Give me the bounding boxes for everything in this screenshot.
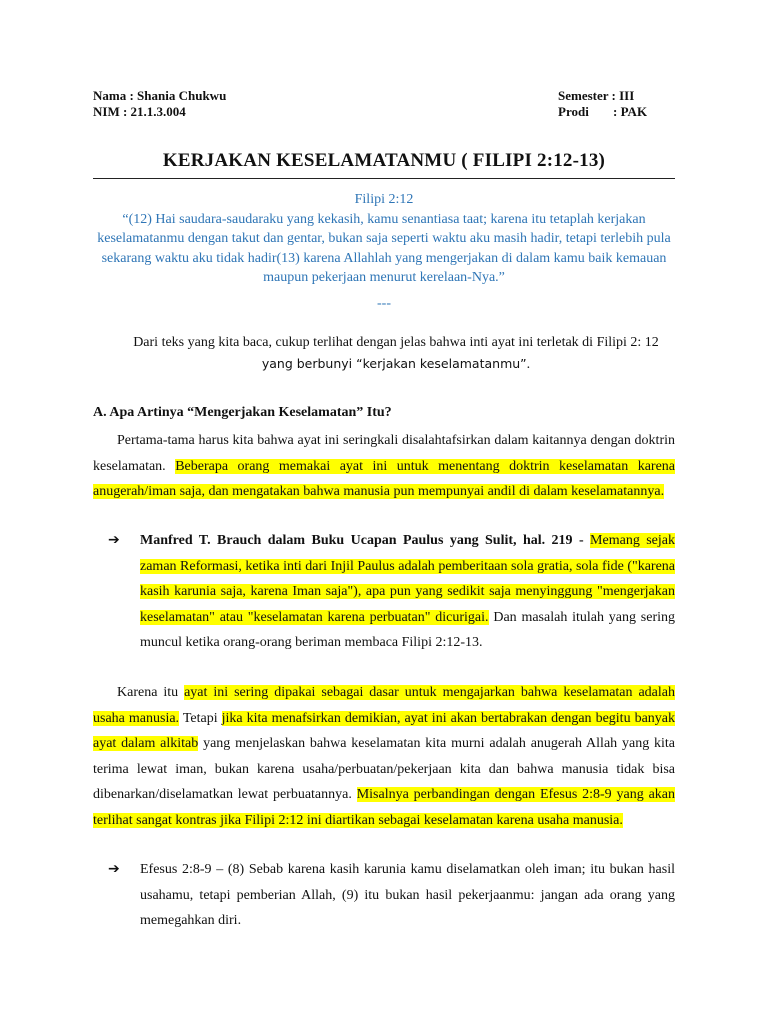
p2-highlight-2: jika kita menafsirkan demikian, ayat ini akan bertabrakan dengan begitu banyak ayat dalam alkitab [93, 710, 676, 751]
verse-reference: Filipi 2:12 [354, 192, 414, 207]
p2-text-a: Karena itu [117, 685, 185, 700]
student-nim: NIM : 21.1.3.004 [93, 104, 186, 119]
intro-quote: yang berbunyi “kerjakan keselamatanmu” [261, 356, 527, 371]
b2-text: Efesus 2:8-9 – (8) Sebab karena kasih karunia kamu diselamatkan oleh iman; itu bukan hasil usahamu, tetapi pemberian Allah, (9) itu bukan hasil pekerjaanmu: jangan ada orang yang memegahkan diri. [140, 862, 675, 928]
arrow-right-icon: ➔ [108, 861, 120, 877]
student-name: Nama : Shania Chukwu [93, 88, 227, 103]
intro-text: Dari teks yang kita baca, cukup terlihat dengan jelas bahwa inti ayat ini terletak di Filipi 2: 12 [133, 335, 659, 350]
verse-separator: --- [377, 296, 391, 311]
p2-highlight-3: Misalnya perbandingan dengan Efesus 2:8-9 yang akan terlihat sangat kontras jika Filipi 2:12 ini diartikan sebagai keselamatan karena usaha manusia. [93, 787, 675, 828]
p2-text-c: yang menjelaskan bahwa keselamatan kita murni adalah anugerah Allah yang kita terima lewat iman, bukan karena usaha/perbuatan/pekerjaan kita dan bahwa manusia tidak bisa dibenarkan/diselamatkan lewat perbuatannya. [93, 736, 676, 802]
intro-paragraph [122, 331, 670, 375]
b1-highlight: Memang sejak zaman Reformasi, ketika inti dari Injil Paulus adalah pemberitaan sola gratia, sola fide ("karena kasih karunia saja, karena Iman saja"), apa pun yang sedikit saja menyinggung "mengerjakan keselamatan" atau "keselamatan karena perbuatan" dicurigai. [140, 533, 675, 625]
verse-text: “(12) Hai saudara-saudaraku yang kekasih, kamu senantiasa taat; karena itu tetaplah kerjakan keselamatanmu dengan takut dan gentar, bukan saja seperti waktu aku masih hadir, tetapi terlebih pula sekarang waktu aku tidak hadir(13) karena Allahlah yang mengerjakan di dalam kamu baik kemauan maupun pekerjaan menurut kerelaan-Nya.” [97, 211, 671, 285]
student-info [93, 88, 226, 120]
p2-highlight-1: ayat ini sering dipakai sebagai dasar untuk mengajarkan bahwa keselamatan adalah usaha manusia. [93, 685, 675, 726]
prodi-row [558, 104, 647, 120]
bullet-brauch [108, 528, 675, 656]
prodi-key: Prodi [558, 104, 589, 119]
semester-value: III [619, 88, 635, 103]
document-title: KERJAKAN KESELAMATANMU ( FILIPI 2:12-13) [162, 150, 606, 171]
bullet-efesus [108, 857, 675, 934]
b1-text: Dan masalah itulah yang sering muncul ketika orang-orang beriman membaca Filipi 2:12-13. [140, 609, 675, 650]
paragraph-1 [93, 428, 675, 505]
prodi-value: : PAK [613, 104, 648, 119]
semester-key: Semester : [558, 88, 616, 103]
course-info [558, 88, 647, 120]
title-divider [93, 178, 675, 179]
semester-row [558, 88, 647, 104]
p1-text: Pertama-tama harus kita bahwa ayat ini seringkali disalahtafsirkan dalam kaitannya dengan doktrin keselamatan. [93, 433, 675, 474]
arrow-right-icon: ➔ [108, 532, 120, 548]
intro-end: . [526, 357, 531, 372]
b1-source: Manfred T. Brauch dalam Buku Ucapan Paulus yang Sulit, hal. 219 - [140, 533, 591, 548]
section-a-heading: A. Apa Artinya “Mengerjakan Keselamatan” Itu? [93, 405, 392, 420]
p2-text-b: Tetapi [179, 710, 222, 726]
verse-block [93, 190, 675, 288]
paragraph-2 [93, 680, 675, 833]
p1-highlight: Beberapa orang memakai ayat ini untuk menentang doktrin keselamatan karena anugerah/iman saja, dan mengatakan bahwa manusia pun mempunyai andil di dalam keselamatannya. [93, 458, 675, 499]
